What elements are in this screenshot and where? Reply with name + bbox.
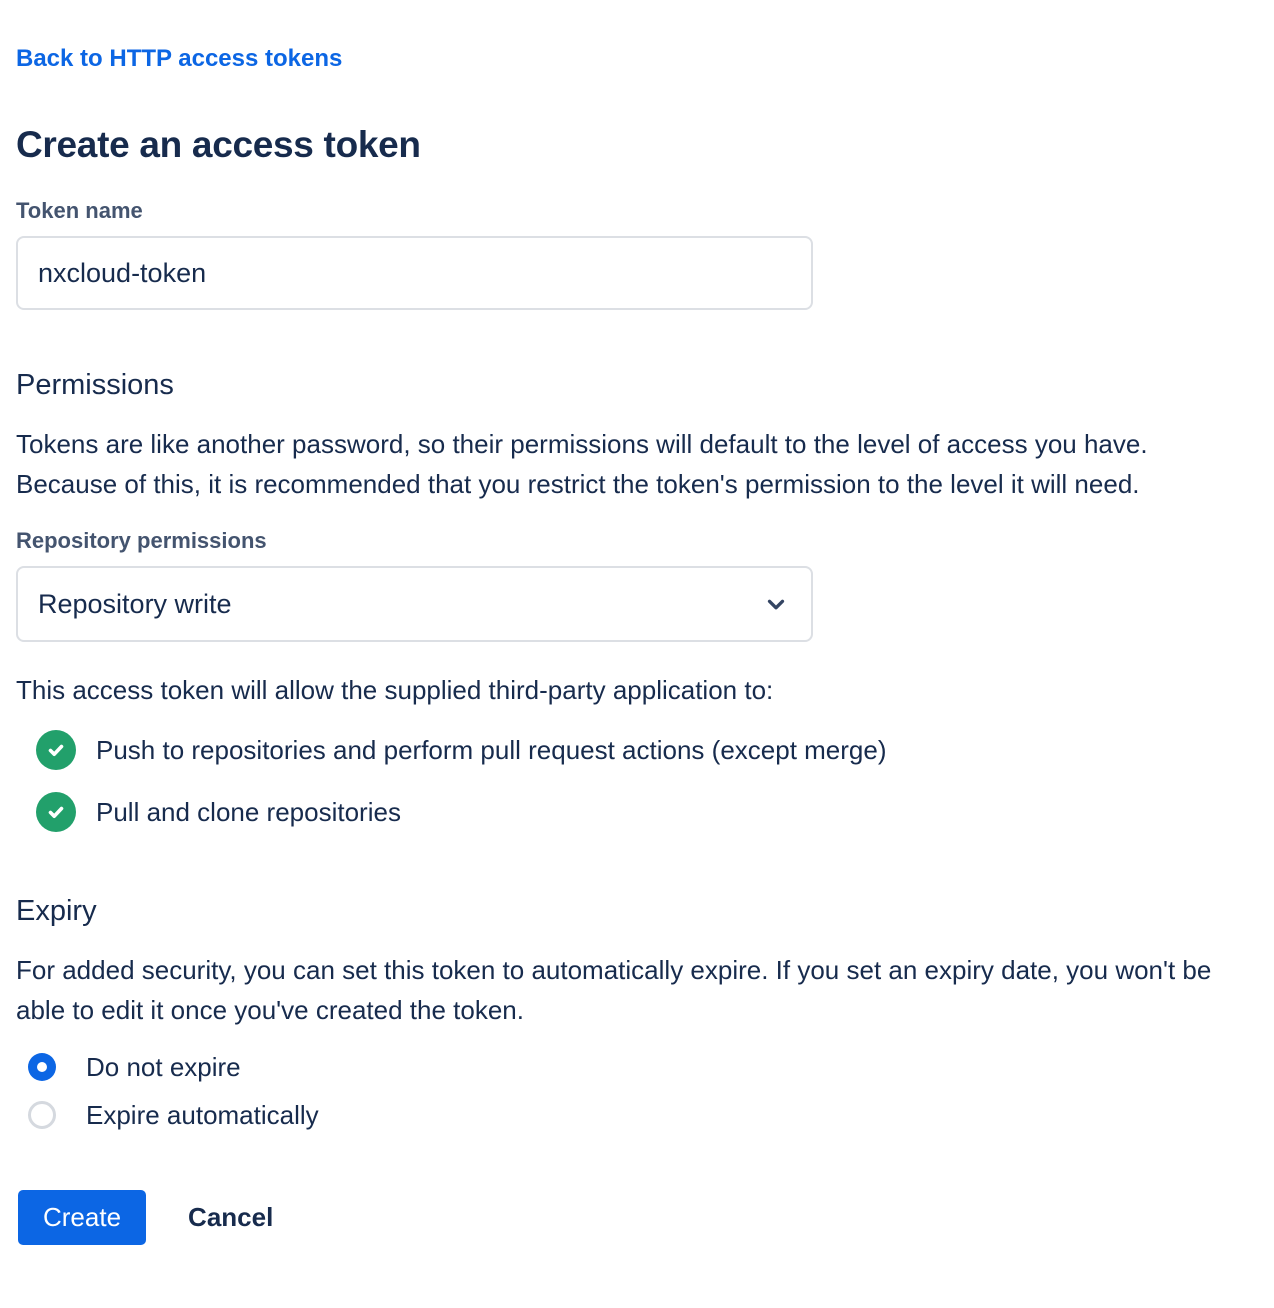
capability-row (36, 792, 1258, 832)
capability-text: Pull and clone repositories (96, 797, 401, 827)
repository-permissions-select[interactable] (16, 566, 813, 642)
capability-text: Push to repositories and perform pull request actions (except merge) (96, 735, 887, 765)
radio-label: Expire automatically (86, 1099, 319, 1130)
token-name-label: Token name (16, 198, 143, 223)
allow-intro-text: This access token will allow the supplied third-party application to: (16, 675, 774, 705)
permissions-description: Tokens are like another password, so their permissions will default to the level of access you have. Because of this, it is recommended that you restrict the token's permission to the level it will need. (16, 429, 1148, 499)
radio-icon (28, 1101, 56, 1129)
repository-permissions-selected-value: Repository write (38, 588, 232, 619)
radio-expire-automatically[interactable] (28, 1098, 1258, 1132)
token-name-input[interactable] (16, 236, 813, 310)
form-actions (16, 1190, 1258, 1245)
page-title: Create an access token (16, 124, 421, 165)
radio-icon (28, 1053, 56, 1081)
cancel-button[interactable]: Cancel (188, 1202, 274, 1232)
check-circle-icon (36, 792, 76, 832)
create-button[interactable]: Create (18, 1190, 146, 1245)
expiry-description: For added security, you can set this token to automatically expire. If you set an expiry date, you won't be able to edit it once you've created the token. (16, 955, 1212, 1025)
radio-do-not-expire[interactable] (28, 1050, 1258, 1084)
radio-label: Do not expire (86, 1051, 241, 1082)
check-circle-icon (36, 730, 76, 770)
chevron-down-icon (763, 591, 789, 617)
expiry-heading: Expiry (16, 895, 97, 927)
capability-row (36, 730, 1258, 770)
expiry-options (16, 1050, 1258, 1132)
repository-permissions-label: Repository permissions (16, 528, 267, 553)
permissions-heading: Permissions (16, 369, 174, 401)
back-to-http-access-tokens-link[interactable]: Back to HTTP access tokens (16, 45, 343, 72)
